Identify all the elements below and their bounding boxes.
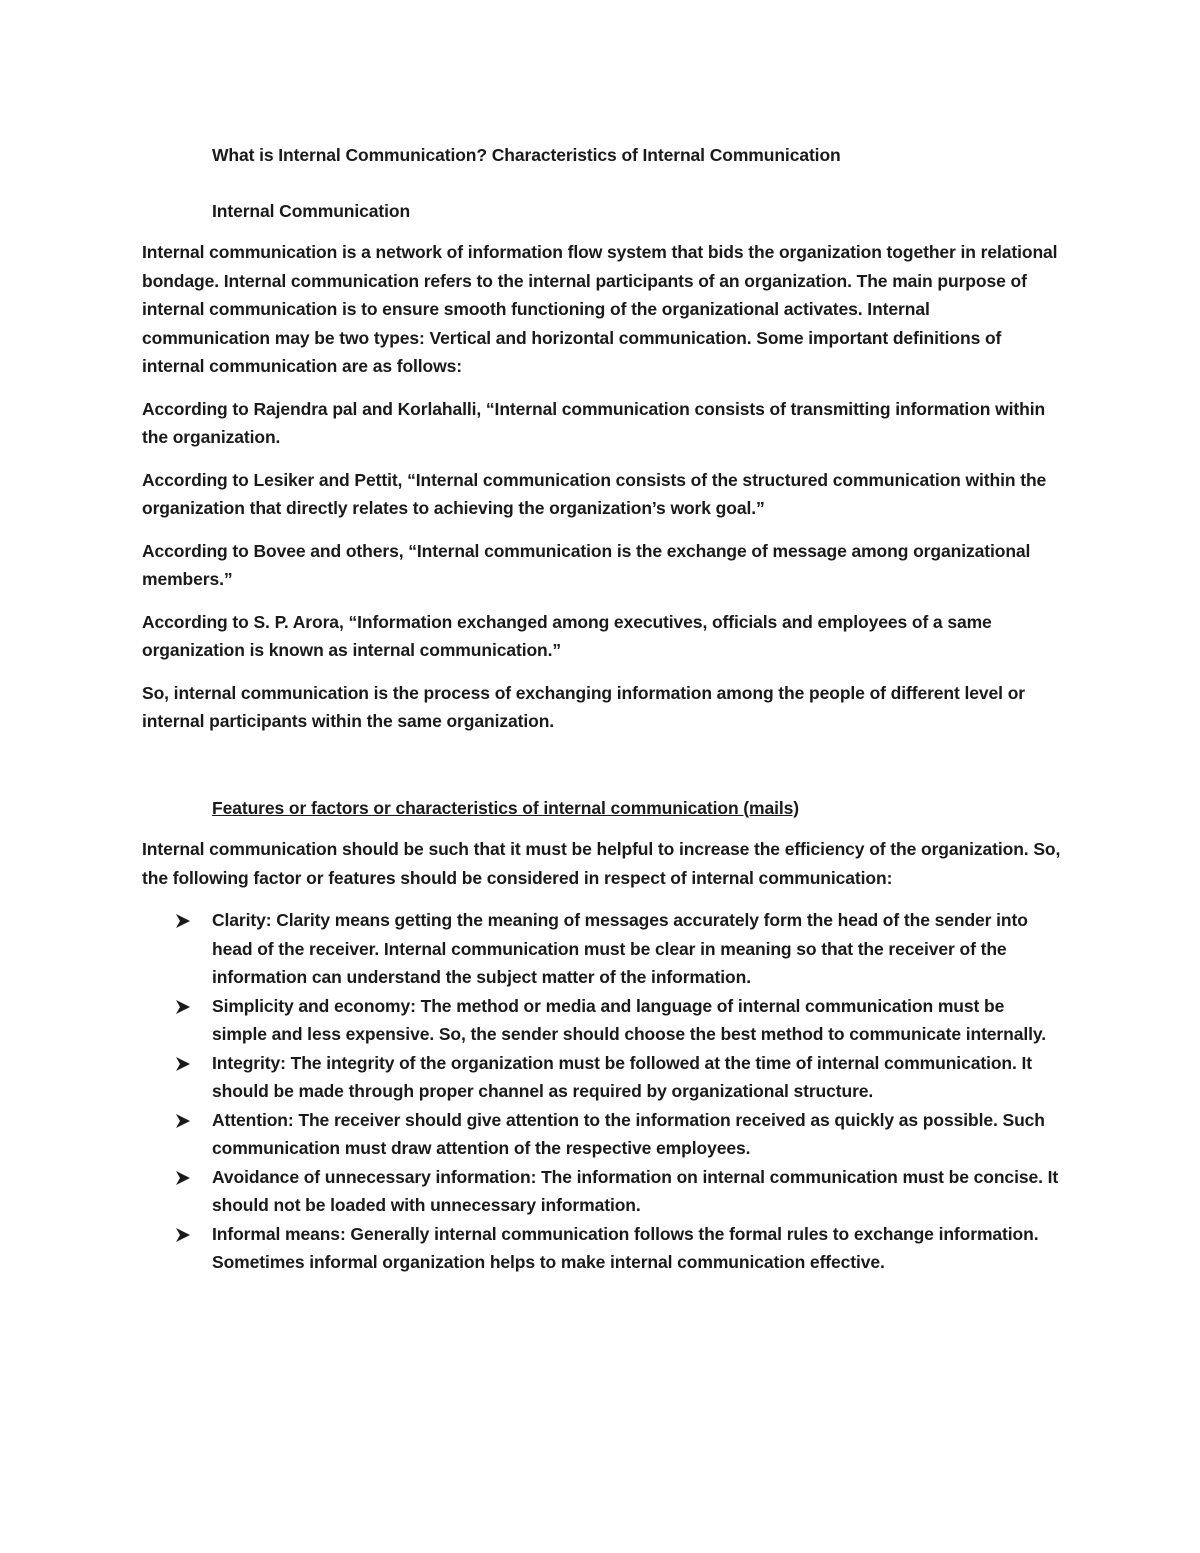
features-heading: Features or factors or characteristics of internal communication (mails)	[212, 797, 799, 818]
list-item-text: Informal means: Generally internal communication follows the formal rules to exchange information. Sometimes informal organization helps to make internal communication effective.	[212, 1223, 1039, 1272]
arrowhead-bullet-icon	[175, 913, 191, 929]
arrowhead-bullet-icon	[175, 1113, 191, 1129]
definition-paragraph-lesiker: According to Lesiker and Pettit, “Internal communication consists of the structured communication within the organization that directly relates to achieving the organization’s work goal.”	[142, 469, 1047, 518]
features-list	[142, 906, 1062, 1277]
definition-paragraph-bovee: According to Bovee and others, “Internal communication is the exchange of message among organizational members.”	[142, 540, 1031, 589]
list-item-clarity	[142, 906, 1062, 992]
arrowhead-bullet-icon	[175, 1227, 191, 1243]
list-item-simplicity	[142, 992, 1062, 1049]
features-intro-paragraph: Internal communication should be such that it must be helpful to increase the efficiency of the organization. So, the following factor or features should be considered in respect of internal communication:	[142, 839, 1061, 888]
section-spacer	[142, 750, 1062, 794]
section-subtitle: Internal Communication	[212, 200, 411, 221]
list-item-integrity	[142, 1049, 1062, 1106]
definition-paragraph-rajendra: According to Rajendra pal and Korlahalli, “Internal communication consists of transmitting information within the organization.	[142, 398, 1046, 447]
arrowhead-bullet-icon	[175, 1056, 191, 1072]
list-item-text: Avoidance of unnecessary information: The information on internal communication must be concise. It should not be loaded with unnecessary information.	[212, 1166, 1059, 1215]
list-item-attention	[142, 1106, 1062, 1163]
arrowhead-bullet-icon	[175, 999, 191, 1015]
document-title: What is Internal Communication? Characteristics of Internal Communication	[212, 145, 841, 165]
list-item-informal-means	[142, 1220, 1062, 1277]
arrowhead-bullet-icon	[175, 1170, 191, 1186]
list-item-avoidance	[142, 1163, 1062, 1220]
definition-paragraph-arora: According to S. P. Arora, “Information exchanged among executives, officials and employees of a same organization is known as internal communication.”	[142, 611, 992, 660]
list-item-text: Clarity: Clarity means getting the meaning of messages accurately form the head of the sender into head of the receiver. Internal communication must be clear in meaning so that the receiver of the information can understand the subject matter of the information.	[212, 910, 1028, 987]
intro-paragraph: Internal communication is a network of information flow system that bids the organization together in relational bondage. Internal communication refers to the internal participants of an organization. The main purpose of internal communication is to ensure smooth functioning of the organizational activates. Internal communication may be two types: Vertical and horizontal communication. Some important definitions of internal communication are as follows:	[142, 242, 1058, 376]
document-body	[142, 141, 1062, 1277]
list-item-text: Integrity: The integrity of the organization must be followed at the time of internal communication. It should be made through proper channel as required by organizational structure.	[212, 1052, 1033, 1101]
summary-paragraph: So, internal communication is the process of exchanging information among the people of different level or internal participants within the same organization.	[142, 682, 1025, 731]
list-item-text: Attention: The receiver should give attention to the information received as quickly as possible. Such communication must draw attention of the respective employees.	[212, 1109, 1045, 1158]
list-item-text: Simplicity and economy: The method or media and language of internal communication must be simple and less expensive. So, the sender should choose the best method to communicate internally.	[212, 995, 1046, 1044]
